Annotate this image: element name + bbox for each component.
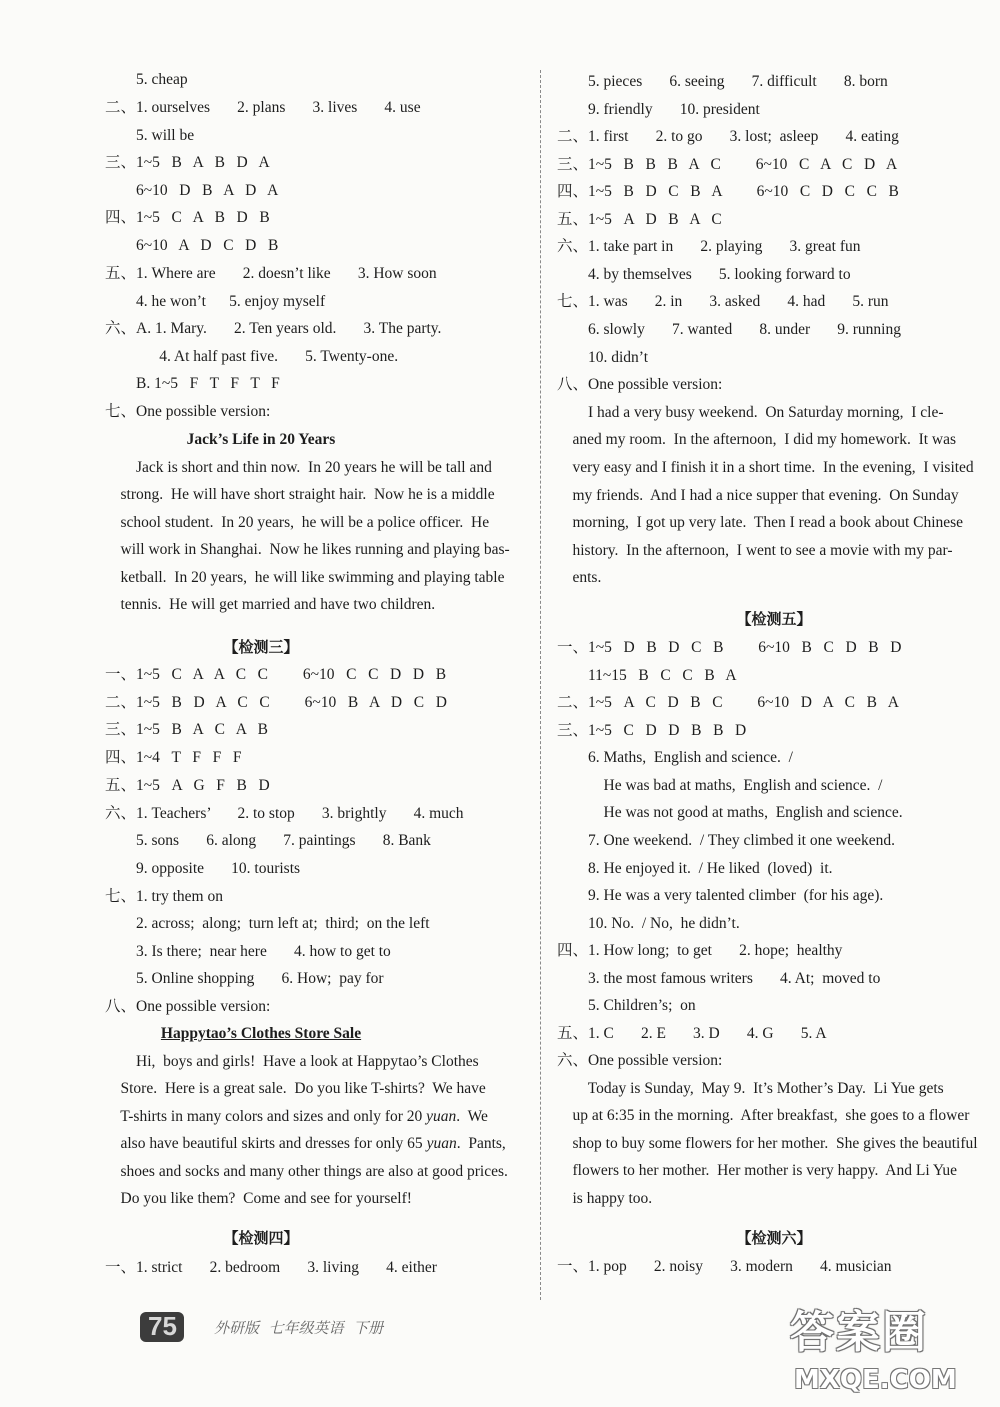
answer-line: He was not good at maths, English and science.	[557, 804, 903, 821]
answer-line: 八、One possible version:	[557, 376, 723, 393]
answer-line: He was bad at maths, English and science. /	[557, 777, 883, 794]
answer-line: Jack is short and thin now. In 20 years he will be tall and	[105, 459, 492, 476]
answer-line: 6~10 D B A D A	[105, 182, 279, 199]
answer-line: morning, I got up very late. Then I read a book about Chinese	[557, 514, 964, 531]
answer-line: 4. he won’t 5. enjoy myself	[105, 293, 326, 310]
answer-line: 四、1. How long; to get 2. hope; healthy	[557, 942, 843, 959]
answer-line: 一、1. strict 2. bedroom 3. living 4. either	[105, 1259, 437, 1276]
answer-line: 三、1~5 B A C A B	[105, 721, 268, 738]
answer-line: 5. pieces 6. seeing 7. difficult 8. born	[557, 73, 888, 90]
section-heading: 【检测六】	[736, 1229, 812, 1247]
answer-line: 四、1~5 B D C B A 6~10 C D C C B	[557, 183, 899, 200]
answer-line: Today is Sunday, May 9. It’s Mother’s Day. Li Yue gets	[557, 1080, 944, 1097]
answer-line: 七、1. try them on	[105, 888, 223, 905]
answer-line: also have beautiful skirts and dresses for only 65 yuan. Pants,	[105, 1135, 506, 1152]
answer-line: 9. opposite 10. tourists	[105, 860, 301, 877]
answer-line: 四、1~5 C A B D B	[105, 209, 270, 226]
answer-line: 10. No. / No, he didn’t.	[557, 915, 740, 932]
answer-line: ents.	[557, 569, 602, 586]
answer-line: 5. will be	[105, 127, 195, 144]
answer-line: 三、1~5 B A B D A	[105, 154, 270, 171]
answer-line: up at 6:35 in the morning. After breakfast, she goes to a flower	[557, 1107, 970, 1124]
answer-line: aned my room. In the afternoon, I did my homework. It was	[557, 431, 957, 448]
answer-line: 3. the most famous writers 4. At; moved to	[557, 970, 881, 987]
answer-line: 6~10 A D C D B	[105, 237, 279, 254]
answer-line: 二、1~5 B D A C C 6~10 B A D C D	[105, 694, 447, 711]
answer-line: is happy too.	[557, 1190, 653, 1207]
answer-line: 六、1. Teachers’ 2. to stop 3. brightly 4. much	[105, 805, 464, 822]
essay-title: Jack’s Life in 20 Years	[186, 431, 336, 448]
answer-line: 6. slowly 7. wanted 8. under 9. running	[557, 321, 901, 338]
answer-line: 五、1~5 A G F B D	[105, 777, 270, 794]
answer-line: Hi, boys and girls! Have a look at Happytao’s Clothes	[105, 1053, 479, 1070]
answer-line: 七、One possible version:	[105, 403, 271, 420]
answer-line: 三、1~5 B B B A C 6~10 C A C D A	[557, 156, 898, 173]
answer-line: ketball. In 20 years, he will like swimming and playing table	[105, 569, 505, 586]
answer-line: 5. cheap	[105, 71, 188, 88]
answer-line: 9. friendly 10. president	[557, 101, 760, 118]
answer-line: 10. didn’t	[557, 349, 648, 366]
answer-line: flowers to her mother. Her mother is very happy. And Li Yue	[557, 1162, 958, 1179]
answer-line: 4. by themselves 5. looking forward to	[557, 266, 851, 283]
answer-line: shoes and socks and many other things are also at good prices.	[105, 1163, 508, 1180]
answer-line: 六、One possible version:	[557, 1052, 723, 1069]
answer-line: 2. across; along; turn left at; third; on the left	[105, 915, 430, 932]
answer-line: 七、1. was 2. in 3. asked 4. had 5. run	[557, 293, 889, 310]
answer-line: 4. At half past five. 5. Twenty-one.	[105, 348, 399, 365]
answer-line: 二、1. first 2. to go 3. lost; asleep 4. eating	[557, 128, 899, 145]
answer-line: tennis. He will get married and have two children.	[105, 596, 436, 613]
answer-line: 8. He enjoyed it. / He liked (loved) it.	[557, 860, 833, 877]
answer-line: Store. Here is a great sale. Do you like T-shirts? We have	[105, 1080, 486, 1097]
answer-line: 六、1. take part in 2. playing 3. great fun	[557, 238, 861, 255]
column-divider	[540, 70, 541, 1300]
answer-line: T-shirts in many colors and sizes and only for 20 yuan. We	[105, 1108, 488, 1125]
answer-line: B. 1~5 F T F T F	[105, 375, 280, 392]
answer-line: 11~15 B C C B A	[557, 667, 737, 684]
answer-line: 3. Is there; near here 4. how to get to	[105, 943, 391, 960]
answer-line: 5. Children’s; on	[557, 997, 696, 1014]
answer-line: shop to buy some flowers for her mother. She gives the beautiful	[557, 1135, 978, 1152]
answer-line: 五、1~5 A D B A C	[557, 211, 722, 228]
answer-line: will work in Shanghai. Now he likes running and playing bas-	[105, 541, 510, 558]
answer-line: 二、1. ourselves 2. plans 3. lives 4. use	[105, 99, 421, 116]
answer-line: 二、1~5 A C D B C 6~10 D A C B A	[557, 694, 899, 711]
answer-line: 7. One weekend. / They climbed it one weekend.	[557, 832, 896, 849]
answer-line: 一、1~5 C A A C C 6~10 C C D D B	[105, 666, 447, 683]
essay-title: Happytao’s Clothes Store Sale	[160, 1025, 362, 1042]
answer-line: 5. sons 6. along 7. paintings 8. Bank	[105, 832, 431, 849]
answer-line: 6. Maths, English and science. /	[557, 749, 793, 766]
watermark-logo	[790, 1305, 990, 1400]
answer-line: Do you like them? Come and see for yourself!	[105, 1190, 412, 1207]
book-title: 外研版 七年级英语 下册	[214, 1319, 384, 1337]
answer-line: very easy and I finish it in a short time. In the evening, I visited	[557, 459, 974, 476]
answer-line: strong. He will have short straight hair. Now he is a middle	[105, 486, 495, 503]
section-heading: 【检测三】	[223, 638, 299, 656]
answer-line: 五、1. Where are 2. doesn’t like 3. How soon	[105, 265, 437, 282]
answer-line: 5. Online shopping 6. How; pay for	[105, 970, 384, 987]
answer-line: 五、1. C 2. E 3. D 4. G 5. A	[557, 1025, 827, 1042]
watermark-logo-text: 答案圈	[790, 1307, 928, 1358]
answer-line: 三、1~5 C D D B B D	[557, 722, 747, 739]
answer-line: 六、A. 1. Mary. 2. Ten years old. 3. The party.	[105, 320, 442, 337]
watermark-url: MXQE.COM	[794, 1365, 957, 1395]
answer-line: 八、One possible version:	[105, 998, 271, 1015]
answer-line: history. In the afternoon, I went to see a movie with my par-	[557, 542, 953, 559]
answer-line: 四、1~4 T F F F	[105, 749, 242, 766]
answer-line: 一、1. pop 2. noisy 3. modern 4. musician	[557, 1258, 892, 1275]
page-number: 75	[148, 1311, 177, 1341]
answer-line: my friends. And I had a nice supper that evening. On Sunday	[557, 487, 959, 504]
section-heading: 【检测四】	[223, 1229, 299, 1247]
answer-line: school student. In 20 years, he will be a police officer. He	[105, 514, 490, 531]
answer-line: 9. He was a very talented climber (for his age).	[557, 887, 884, 904]
section-heading: 【检测五】	[736, 610, 812, 628]
answer-line: I had a very busy weekend. On Saturday morning, I cle-	[557, 404, 944, 421]
answer-line: 一、1~5 D B D C B 6~10 B C D B D	[557, 639, 902, 656]
